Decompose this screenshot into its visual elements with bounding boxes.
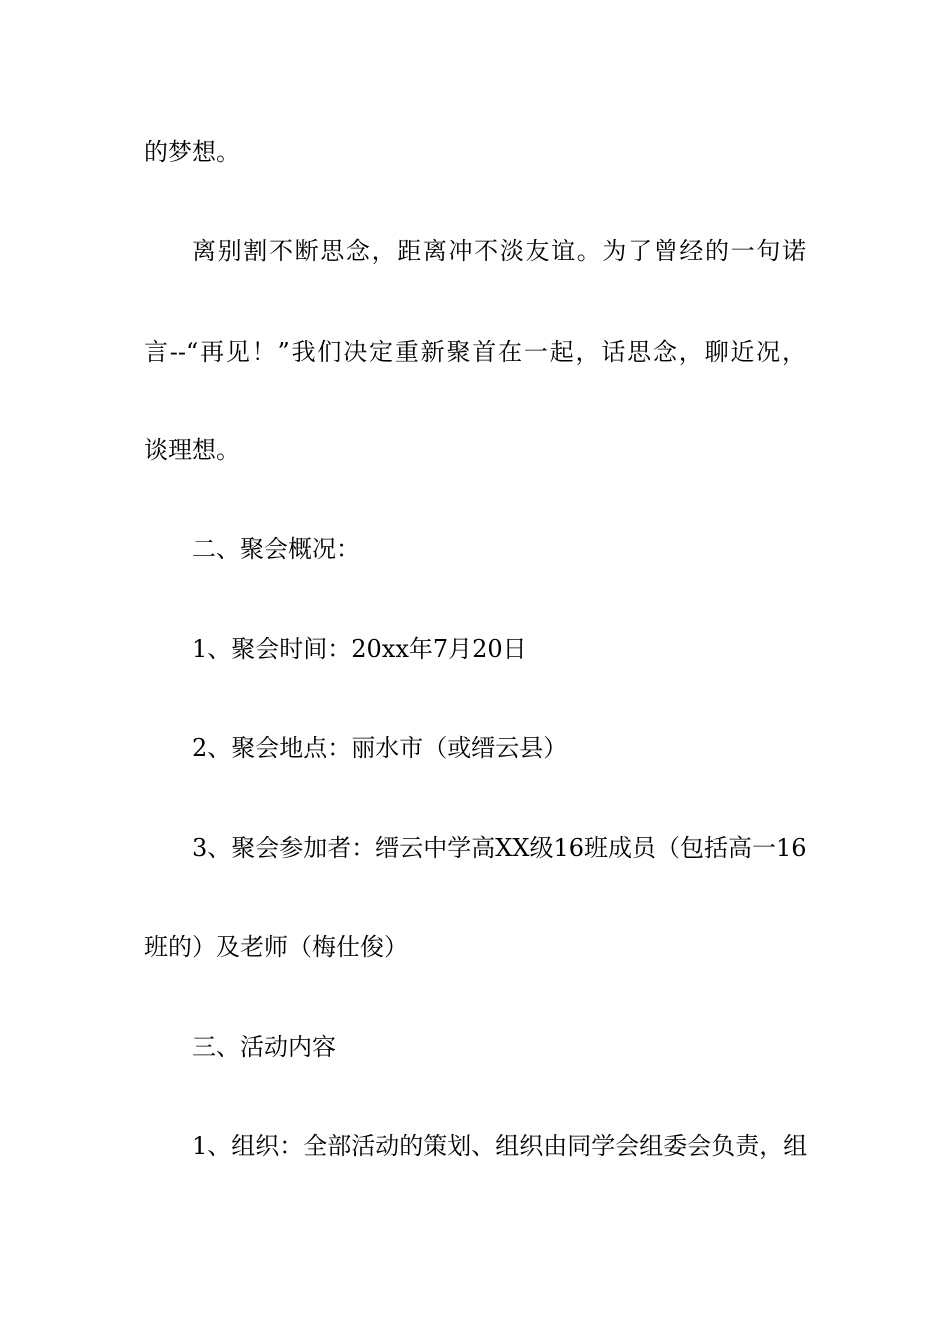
list-item-continuation: 班的）及老师（梅仕俊） bbox=[144, 933, 408, 961]
list-item: 1、组织：全部活动的策划、组织由同学会组委会负责，组 bbox=[192, 1132, 808, 1160]
paragraph-line: 的梦想。 bbox=[144, 138, 240, 166]
list-item: 1、聚会时间：20xx年7月20日 bbox=[192, 635, 527, 663]
section-heading: 三、活动内容 bbox=[192, 1033, 336, 1061]
list-item: 2、聚会地点：丽水市（或缙云县） bbox=[192, 734, 568, 762]
paragraph-line: 离别割不断思念，距离冲不淡友谊。为了曾经的一句诺 bbox=[192, 237, 806, 265]
list-item: 3、聚会参加者：缙云中学高XX级16班成员（包括高一16 bbox=[192, 834, 807, 862]
paragraph-line: 谈理想。 bbox=[144, 436, 240, 464]
paragraph-line: 言--“再见！”我们决定重新聚首在一起，话思念，聊近况， bbox=[144, 338, 806, 366]
section-heading: 二、聚会概况： bbox=[192, 535, 360, 563]
